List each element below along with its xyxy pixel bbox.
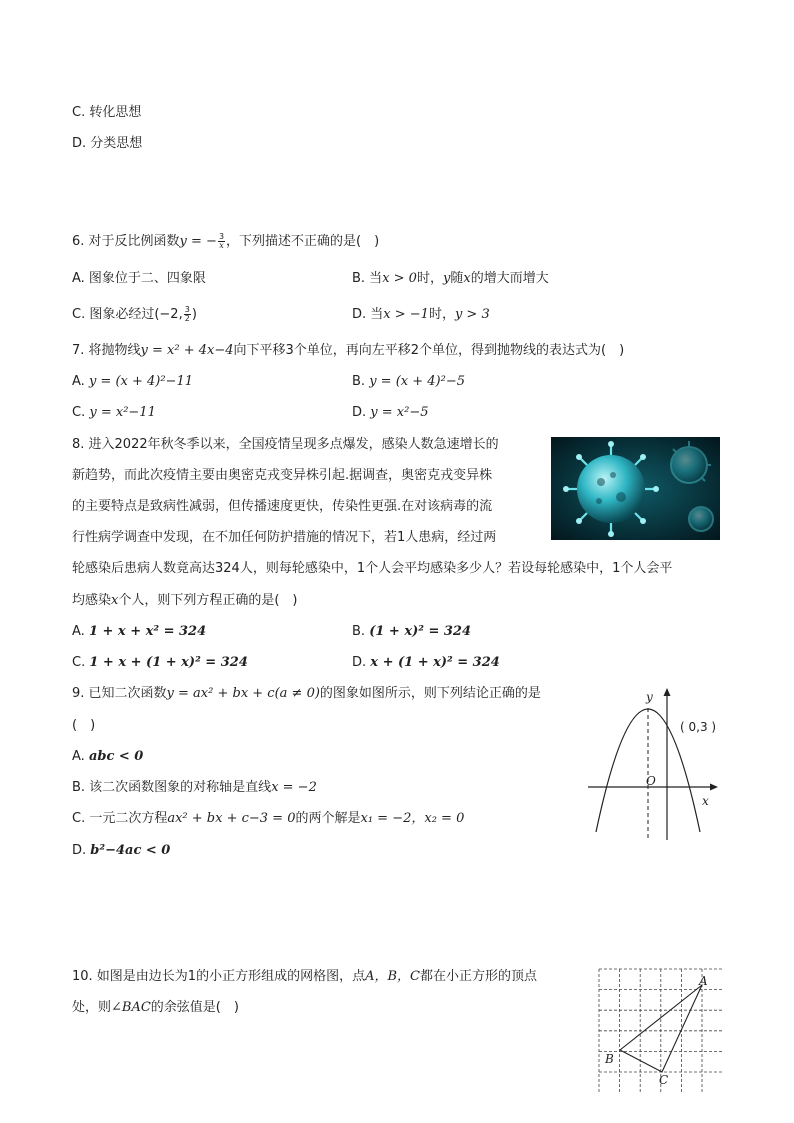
q8-line-6: 均感染x个人，则下列方程正确的是( ) — [72, 593, 298, 608]
q10-line-1: 10. 如图是由边长为1的小正方形组成的网格图，点A，B，C都在小正方形的顶点 — [72, 969, 537, 984]
virus-image — [551, 437, 720, 540]
triangle-abc — [620, 985, 702, 1072]
q6-option-b: B. 当x > 0时，y随x的增大而增大 — [352, 271, 549, 286]
q7-option-d: D. y = x²−5 — [352, 405, 429, 420]
x-axis-label: x — [702, 794, 709, 808]
x-axis-arrow-icon — [710, 784, 718, 791]
q7-stem: 7. 将抛物线y = x² + 4x−4向下平移3个单位，再向左平移2个单位，得到抛物线的表达式为( ) — [72, 343, 625, 358]
q9-stem: 9. 已知二次函数y = ax² + bx + c(a ≠ 0)的图象如图所示，则下列结论正确的是 — [72, 686, 541, 701]
q6-fraction: $\frac{3}{x}$ — [218, 232, 225, 250]
q6-option-a: A. 图象位于二、四象限 — [72, 271, 206, 286]
q6-option-c: C. 图象必经过(−2, $\frac{3}{2}$ ) — [72, 305, 197, 323]
q8-option-a: A. 1 + x + x² = 324 — [72, 624, 207, 639]
point-b-label: B — [605, 1052, 614, 1066]
q7-option-c: C. y = x²−11 — [72, 405, 156, 420]
q8-option-c: C. 1 + x + (1 + x)² = 324 — [72, 655, 248, 670]
q9-stem-line-2: ( ) — [72, 718, 96, 733]
q6-option-c-fraction: $\frac{3}{2}$ — [184, 305, 190, 323]
point-label: ( 0,3 ) — [680, 720, 717, 734]
q5-option-c: C. 转化思想 — [72, 105, 142, 120]
q9-option-d: D. b²−4ac < 0 — [72, 843, 171, 858]
y-axis-arrow-icon — [664, 688, 671, 696]
q6-stem: 6. 对于反比例函数y = − $\frac{3}{x}$ ，下列描述不正确的是( ) — [72, 232, 380, 250]
q10-grid-figure — [596, 966, 722, 1092]
q8-option-d: D. x + (1 + x)² = 324 — [352, 655, 500, 670]
q7-option-a: A. y = (x + 4)²−11 — [72, 374, 193, 389]
y-axis-label: y — [646, 690, 653, 704]
q9-option-a: A. abc < 0 — [72, 749, 144, 764]
q8-line-4: 行性病学调查中发现，在不加任何防护措施的情况下，若1人患病，经过两 — [72, 530, 497, 545]
q9-option-c: C. 一元二次方程ax² + bx + c−3 = 0的两个解是x₁ = −2，x₂ = 0 — [72, 811, 465, 826]
q6-option-d: D. 当x > −1时，y > 3 — [352, 307, 490, 322]
q8-line-3: 的主要特点是致病性减弱，但传播速度更快，传染性更强.在对该病毒的流 — [72, 499, 493, 514]
point-a-label: A — [699, 974, 708, 988]
q8-line-2: 新趋势，而此次疫情主要由奥密克戎变异株引起.据调查，奥密克戎变异株 — [72, 468, 493, 483]
q9-parabola-graph — [584, 684, 724, 844]
q8-option-b: B. (1 + x)² = 324 — [352, 624, 472, 639]
q5-option-d: D. 分类思想 — [72, 136, 143, 151]
point-c-label: C — [659, 1073, 669, 1087]
q8-line-5: 轮感染后患病人数竟高达324人，则每轮感染中，1个人会平均感染多少人？若设每轮感染中，1个人会平 — [72, 561, 673, 576]
origin-label: O — [646, 774, 656, 788]
q10-line-2: 处，则∠BAC的余弦值是( ) — [72, 1000, 239, 1015]
q9-option-b: B. 该二次函数图象的对称轴是直线x = −2 — [72, 780, 317, 795]
q8-line-1: 8. 进入2022年秋冬季以来，全国疫情呈现多点爆发，感染人数急速增长的 — [72, 437, 499, 452]
q7-option-b: B. y = (x + 4)²−5 — [352, 374, 465, 389]
